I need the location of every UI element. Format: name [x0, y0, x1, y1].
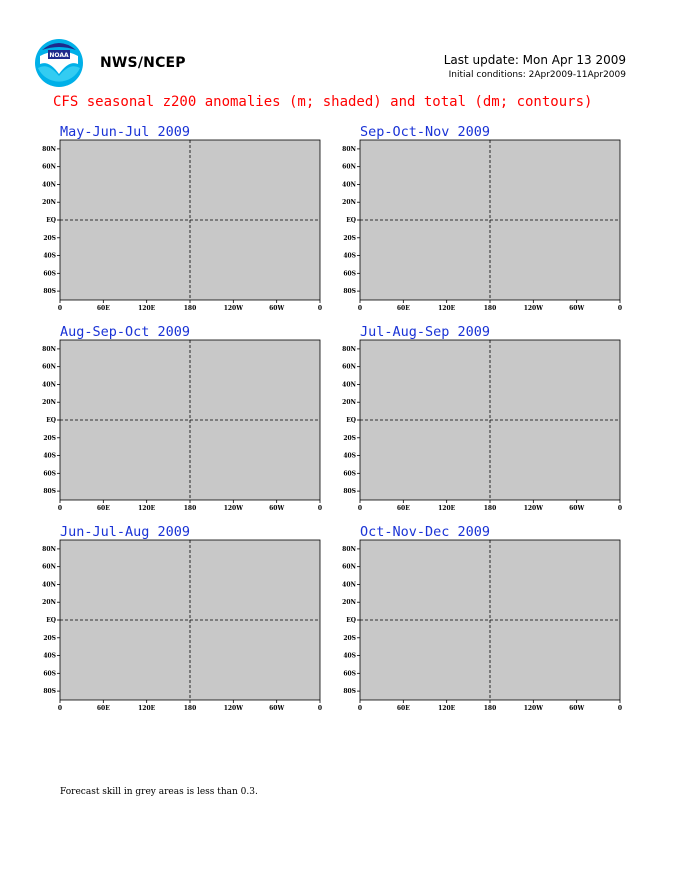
xtick-label: 0	[57, 705, 63, 712]
xtick-label: 60W	[269, 505, 285, 512]
map-panel	[30, 138, 330, 318]
ytick-label: 40N	[42, 181, 56, 189]
map-panel	[330, 138, 630, 318]
ytick-label: 20S	[343, 234, 356, 242]
ytick-label: 80N	[342, 545, 356, 553]
xtick-label: 60E	[396, 305, 410, 312]
xtick-label: 0	[317, 305, 323, 312]
ytick-label: 20N	[42, 599, 56, 607]
ytick-label: 20S	[343, 434, 356, 442]
xtick-label: 0	[357, 705, 363, 712]
xtick-label: 0	[57, 305, 63, 312]
ytick-label: 60N	[342, 363, 356, 371]
ytick-label: 40S	[343, 452, 356, 460]
ytick-label: 20S	[43, 434, 56, 442]
ytick-label: 80N	[342, 145, 356, 153]
xtick-label: 60W	[269, 305, 285, 312]
ytick-label: 20S	[43, 634, 56, 642]
xtick-label: 120E	[438, 705, 456, 712]
xtick-label: 60E	[96, 305, 110, 312]
xtick-label: 120W	[223, 305, 243, 312]
xtick-label: 180	[483, 505, 497, 512]
xtick-label: 60E	[96, 505, 110, 512]
ytick-label: 60N	[342, 563, 356, 571]
ytick-label: 80S	[43, 688, 56, 696]
map-panel	[30, 338, 330, 518]
panel-title: May-Jun-Jul 2009	[60, 124, 191, 140]
ytick-label: 60S	[343, 470, 356, 478]
ytick-label: 80S	[43, 488, 56, 496]
xtick-label: 180	[483, 705, 497, 712]
xtick-label: 180	[183, 505, 197, 512]
ytick-label: 80S	[343, 288, 356, 296]
map-panel	[330, 338, 630, 518]
ytick-label: EQ	[346, 417, 356, 424]
xtick-label: 0	[617, 705, 623, 712]
xtick-label: 0	[317, 505, 323, 512]
ytick-label: 80S	[343, 688, 356, 696]
last-update: Last update: Mon Apr 13 2009	[443, 53, 626, 67]
xtick-label: 120E	[438, 305, 456, 312]
ytick-label: EQ	[46, 417, 56, 424]
xtick-label: 60W	[569, 305, 585, 312]
ytick-label: 20N	[342, 399, 356, 407]
ytick-label: 20N	[342, 199, 356, 207]
xtick-label: 180	[483, 305, 497, 312]
xtick-label: 60E	[396, 505, 410, 512]
ytick-label: 60N	[42, 163, 56, 171]
ytick-label: 60N	[42, 563, 56, 571]
xtick-label: 60W	[569, 705, 585, 712]
xtick-label: 120W	[523, 505, 543, 512]
ytick-label: 40N	[42, 381, 56, 389]
panel-title: Jul-Aug-Sep 2009	[360, 324, 491, 340]
xtick-label: 60E	[96, 705, 110, 712]
org-name: NWS/NCEP	[100, 55, 186, 71]
ytick-label: 60S	[43, 270, 56, 278]
ytick-label: 20N	[42, 399, 56, 407]
ytick-label: 40S	[43, 252, 56, 260]
ytick-label: 40S	[343, 652, 356, 660]
svg-text:NOAA: NOAA	[49, 52, 69, 59]
ytick-label: 60S	[343, 270, 356, 278]
ytick-label: 20S	[343, 634, 356, 642]
ytick-label: 40N	[342, 381, 356, 389]
map-panel	[30, 538, 330, 718]
map-panel	[330, 538, 630, 718]
ytick-label: 40S	[43, 452, 56, 460]
ytick-label: 80S	[343, 488, 356, 496]
panel-title: Oct-Nov-Dec 2009	[360, 524, 491, 540]
ytick-label: EQ	[346, 217, 356, 224]
ytick-label: 60S	[43, 670, 56, 678]
ytick-label: 40S	[343, 252, 356, 260]
xtick-label: 120W	[223, 705, 243, 712]
xtick-label: 120W	[223, 505, 243, 512]
ytick-label: 20N	[42, 199, 56, 207]
ytick-label: 80N	[42, 345, 56, 353]
ytick-label: 60S	[343, 670, 356, 678]
ytick-label: 20S	[43, 234, 56, 242]
xtick-label: 0	[357, 505, 363, 512]
xtick-label: 120E	[138, 305, 156, 312]
xtick-label: 180	[183, 705, 197, 712]
ytick-label: EQ	[46, 617, 56, 624]
ytick-label: 60N	[42, 363, 56, 371]
xtick-label: 0	[357, 305, 363, 312]
ytick-label: 80N	[42, 545, 56, 553]
ytick-label: 80N	[42, 145, 56, 153]
xtick-label: 120E	[138, 505, 156, 512]
panel-title: Aug-Sep-Oct 2009	[60, 324, 191, 340]
xtick-label: 0	[317, 705, 323, 712]
xtick-label: 120W	[523, 705, 543, 712]
ytick-label: 60N	[342, 163, 356, 171]
xtick-label: 60E	[396, 705, 410, 712]
xtick-label: 120E	[138, 705, 156, 712]
ytick-label: 80N	[342, 345, 356, 353]
xtick-label: 0	[57, 505, 63, 512]
xtick-label: 120E	[438, 505, 456, 512]
xtick-label: 60W	[569, 505, 585, 512]
ytick-label: EQ	[346, 617, 356, 624]
footnote: Forecast skill in grey areas is less than 0.3.	[60, 787, 258, 797]
xtick-label: 0	[617, 305, 623, 312]
ytick-label: 60S	[43, 470, 56, 478]
ytick-label: 40N	[342, 581, 356, 589]
xtick-label: 180	[183, 305, 197, 312]
ytick-label: 80S	[43, 288, 56, 296]
ytick-label: EQ	[46, 217, 56, 224]
ytick-label: 40N	[342, 181, 356, 189]
xtick-label: 0	[617, 505, 623, 512]
panel-title: Sep-Oct-Nov 2009	[360, 124, 491, 140]
panel-title: Jun-Jul-Aug 2009	[60, 524, 191, 540]
main-title: CFS seasonal z200 anomalies (m; shaded) and total (dm; contours)	[53, 94, 593, 110]
ytick-label: 40N	[42, 581, 56, 589]
noaa-logo	[34, 38, 84, 88]
xtick-label: 60W	[269, 705, 285, 712]
xtick-label: 120W	[523, 305, 543, 312]
ytick-label: 40S	[43, 652, 56, 660]
initial-conditions: Initial conditions: 2Apr2009-11Apr2009	[448, 70, 626, 80]
ytick-label: 20N	[342, 599, 356, 607]
